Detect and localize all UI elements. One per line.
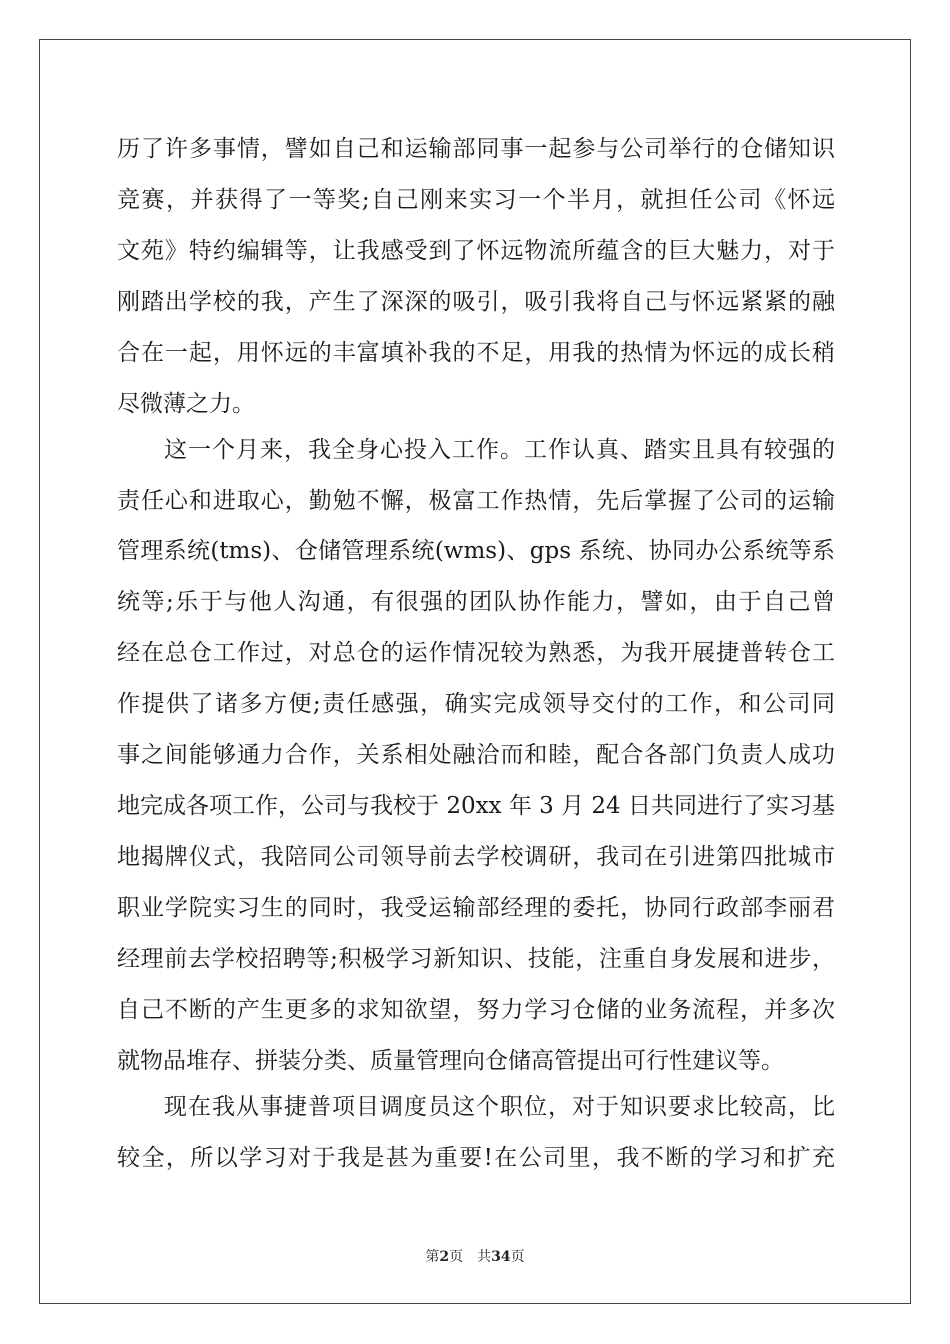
page-prefix: 第 (425, 1249, 440, 1265)
text-line: 这一个月来，我全身心投入工作。工作认真、踏实且具有较强的 (164, 437, 835, 463)
current-page-number: 2 (439, 1249, 450, 1265)
text-line: 管理系统(tms)、仓储管理系统(wms)、gps 系统、协同办公系统等系 (117, 538, 835, 564)
text-line: 合在一起，用怀远的丰富填补我的不足，用我的热情为怀远的成长稍 (117, 340, 835, 366)
text-line: 刚踏出学校的我，产生了深深的吸引，吸引我将自己与怀远紧紧的融 (117, 289, 835, 315)
text-line: 竞赛，并获得了一等奖;自己刚来实习一个半月，就担任公司《怀远 (117, 187, 835, 213)
total-suffix: 页 (510, 1249, 525, 1265)
text-line: 自己不断的产生更多的求知欲望，努力学习仓储的业务流程，并多次 (117, 997, 835, 1023)
text-line: 较全，所以学习对于我是甚为重要!在公司里，我不断的学习和扩充 (117, 1145, 835, 1171)
text-line: 就物品堆存、拼装分类、质量管理向仓储高管提出可行性建议等。 (117, 1048, 784, 1074)
text-line: 职业学院实习生的同时，我受运输部经理的委托，协同行政部李丽君 (117, 895, 835, 921)
text-line: 地完成各项工作，公司与我校于 20xx 年 3 月 24 日共同进行了实习基 (117, 793, 835, 819)
text-line: 经在总仓工作过，对总仓的运作情况较为熟悉，为我开展捷普转仓工 (117, 640, 835, 666)
text-line: 责任心和进取心，勤勉不懈，极富工作热情，先后掌握了公司的运输 (117, 488, 835, 514)
text-line: 地揭牌仪式，我陪同公司领导前去学校调研，我司在引进第四批城市 (117, 844, 835, 870)
text-line: 文苑》特约编辑等，让我感受到了怀远物流所蕴含的巨大魅力，对于 (117, 238, 835, 264)
total-prefix: 共 (477, 1249, 492, 1265)
page-suffix: 页 (449, 1249, 464, 1265)
page-number-footer (0, 1248, 950, 1266)
text-line: 历了许多事情，譬如自己和运输部同事一起参与公司举行的仓储知识 (117, 136, 835, 162)
text-line: 统等;乐于与他人沟通，有很强的团队协作能力，譬如，由于自己曾 (117, 589, 835, 615)
text-line: 作提供了诸多方便;责任感强，确实完成领导交付的工作，和公司同 (117, 691, 835, 717)
text-line: 经理前去学校招聘等;积极学习新知识、技能，注重自身发展和进步， (117, 946, 835, 972)
text-line: 尽微薄之力。 (117, 391, 255, 417)
total-page-count: 34 (491, 1249, 511, 1265)
text-line: 现在我从事捷普项目调度员这个职位，对于知识要求比较高，比 (164, 1094, 835, 1120)
text-line: 事之间能够通力合作，关系相处融洽而和睦，配合各部门负责人成功 (117, 742, 835, 768)
